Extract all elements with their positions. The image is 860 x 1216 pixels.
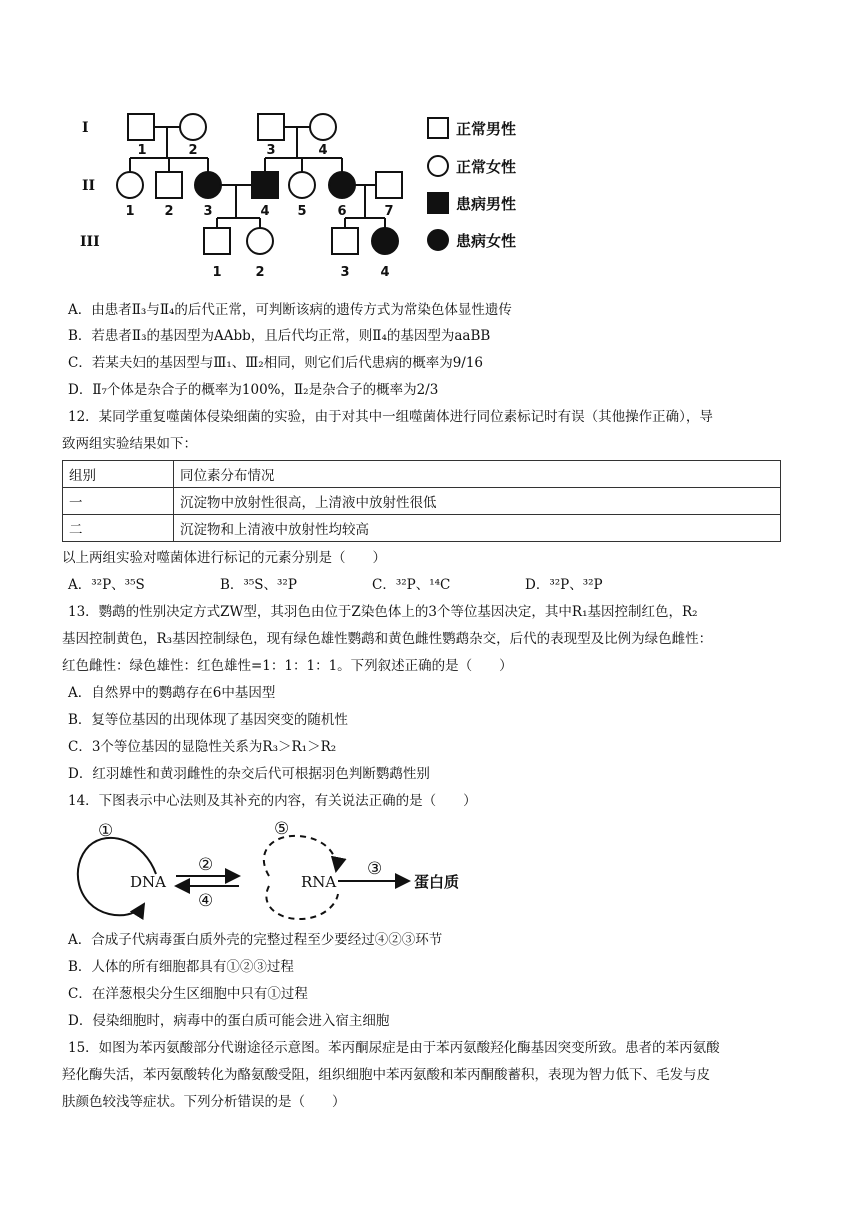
q11-option-d: D．Ⅱ₇个体是杂合子的概率为100%，Ⅱ₂是杂合子的概率为2/3 [68,382,439,398]
q13-stem-2: 基因控制黄色，R₃基因控制绿色，现有绿色雄性鹦鹉和黄色雌性鹦鹉杂交，后代的表现型及比例为绿色雌性： [62,631,713,647]
q14-option-d: D．侵染细胞时，病毒中的蛋白质可能会进入宿主细胞 [68,1013,390,1029]
table-cell: 一 [63,488,174,515]
q13-stem-3: 红色雌性：绿色雄性：红色雄性=1：1：1：1。下列叙述正确的是（ ） [62,658,513,674]
table-cell: 沉淀物中放射性很高，上清液中放射性很低 [174,488,781,515]
II6-affected-female [329,172,355,198]
q12-option-a: A．³²P、³⁵S [68,577,145,593]
table-row [63,515,781,542]
II-num-4: 4 [260,204,270,219]
q11-option-a: A．由患者Ⅱ₃与Ⅱ₄的后代正常，可判断该病的遗传方式为常染色体显性遗传 [68,302,512,318]
q12-question: 以上两组实验对噬菌体进行标记的元素分别是（ ） [62,550,386,566]
legend-affected-male: 患病男性 [456,195,517,213]
gen-label-III: III [80,234,100,250]
I3-male [258,114,284,140]
protein-label: 蛋白质 [414,873,460,891]
II-num-3: 3 [203,204,213,219]
gen-label-II: II [82,178,96,194]
II2-male [156,172,182,198]
III-num-2: 2 [255,265,265,280]
table-row [63,461,781,488]
table-cell: 沉淀物和上清液中放射性均较高 [174,515,781,542]
q14-option-b: B．人体的所有细胞都具有①②③过程 [68,959,294,975]
II-num-6: 6 [337,204,347,219]
q15-stem-2: 羟化酶失活，苯丙氨酸转化为酪氨酸受阻，组织细胞中苯丙氨酸和苯丙酮酸蓄积，表现为智力低下、毛发与皮 [62,1067,710,1083]
II7-male [376,172,402,198]
II-num-1: 1 [125,204,135,219]
q12-stem-2: 致两组实验结果如下： [62,436,197,452]
rna-label: RNA [301,873,337,891]
II-num-5: 5 [297,204,307,219]
q11-option-c: C．若某夫妇的基因型与Ⅲ₁、Ⅲ₂相同，则它们后代患病的概率为9/16 [68,355,484,371]
table-header-group: 组别 [63,461,174,488]
q12-results-table [62,460,781,542]
I-num-4: 4 [318,143,328,158]
q12-option-d: D．³²P、³²P [525,577,603,593]
legend-affected-female-icon [428,230,448,250]
legend-affected-male-icon [428,193,448,213]
legend-normal-female-icon [428,156,448,176]
q15-stem-1: 15．如图为苯丙氨酸部分代谢途径示意图。苯丙酮尿症是由于苯丙氨酸羟化酶基因突变所致。患者的苯丙氨酸 [68,1040,720,1056]
dna-label: DNA [130,873,166,891]
I1-male [128,114,154,140]
legend-normal-male: 正常男性 [456,120,517,138]
label-1: ① [98,821,114,841]
q14-option-a: A．合成子代病毒蛋白质外壳的完整过程至少要经过④②③环节 [68,932,443,948]
I4-female [310,114,336,140]
q12-stem-1: 12．某同学重复噬菌体侵染细菌的实验，由于对其中一组噬菌体进行同位素标记时有误（其他操作正确），导 [68,409,713,425]
table-row [63,488,781,515]
q13-option-a: A．自然界中的鹦鹉存在6中基因型 [68,685,276,701]
q13-stem-1: 13．鹦鹉的性别决定方式ZW型，其羽色由位于Z染色体上的3个等位基因决定，其中R₁基因控制红色，R₂ [68,604,698,620]
gen-label-I: I [82,120,89,136]
legend-affected-female: 患病女性 [456,232,517,250]
legend-normal-female: 正常女性 [456,158,517,176]
II-num-7: 7 [384,204,394,219]
q13-option-c: C．3个等位基因的显隐性关系为R₃＞R₁＞R₂ [68,739,337,755]
table-cell: 二 [63,515,174,542]
III2-female [247,228,273,254]
III-num-4: 4 [380,265,390,280]
III-num-1: 1 [212,265,222,280]
II5-female [289,172,315,198]
q12-option-c: C．³²P、¹⁴C [372,577,451,593]
III-num-3: 3 [340,265,350,280]
II4-affected-male [252,172,278,198]
I-num-2: 2 [188,143,198,158]
q14-stem: 14．下图表示中心法则及其补充的内容，有关说法正确的是（ ） [68,793,477,809]
II-num-2: 2 [164,204,174,219]
label-2: ② [198,855,214,875]
q13-option-d: D．红羽雄性和黄羽雌性的杂交后代可根据羽色判断鹦鹉性别 [68,766,430,782]
I-num-3: 3 [266,143,276,158]
q12-option-b: B．³⁵S、³²P [220,577,297,593]
rna-replication-arrow [264,836,337,876]
legend-normal-male-icon [428,118,448,138]
label-3: ③ [367,859,383,879]
q11-option-b: B．若患者Ⅱ₃的基因型为AAbb，且后代均正常，则Ⅱ₄的基因型为aaBB [68,328,491,344]
II3-affected-female [195,172,221,198]
q15-stem-3: 肤颜色较浅等症状。下列分析错误的是（ ） [62,1094,346,1110]
III4-affected-female [372,228,398,254]
central-dogma-diagram [64,816,494,926]
III3-male [332,228,358,254]
I2-female [180,114,206,140]
label-5: ⑤ [274,819,290,839]
III1-male [204,228,230,254]
q13-option-b: B．复等位基因的出现体现了基因突变的随机性 [68,712,348,728]
q14-option-c: C．在洋葱根尖分生区细胞中只有①过程 [68,986,308,1002]
pedigree-chart [80,100,560,290]
I-num-1: 1 [137,143,147,158]
table-header-distribution: 同位素分布情况 [174,461,781,488]
label-4: ④ [198,891,214,911]
II1-female [117,172,143,198]
